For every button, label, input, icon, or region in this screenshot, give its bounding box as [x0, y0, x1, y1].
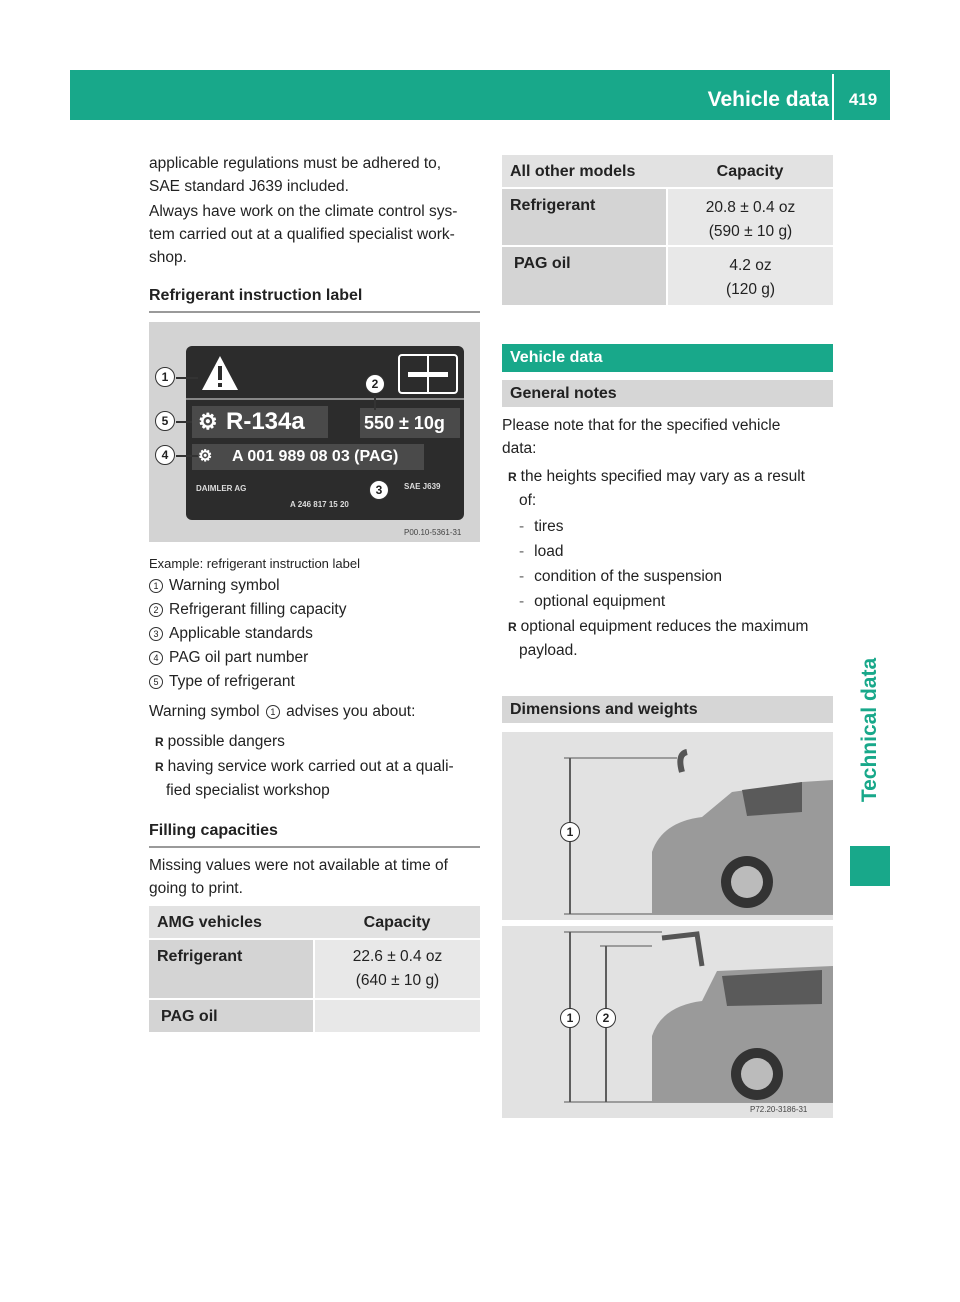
dimension-callout-2: 2 [596, 1008, 616, 1028]
intro-paragraph-2 [149, 200, 484, 269]
service-book-icon [398, 354, 458, 394]
header-divider [832, 74, 834, 120]
value-line: 22.6 ± 0.4 oz [352, 948, 443, 965]
bullet-item: R the heights specified may vary as a result [508, 468, 805, 485]
legend-text: Warning symbol [169, 577, 280, 594]
section-bar-general-notes [502, 380, 833, 407]
table-cell-value [668, 247, 833, 305]
table-cell-value [668, 189, 833, 245]
other-models-capacity-table [502, 155, 833, 305]
sub-item: - condition of the suspension [519, 568, 723, 585]
side-tab [850, 620, 890, 840]
intro-paragraph-1 [149, 152, 484, 198]
number-5-icon: 5 [149, 675, 163, 689]
label-plate [186, 346, 464, 520]
number-4-icon: 4 [149, 651, 163, 665]
general-notes-bullets [508, 465, 838, 662]
capacity-text: 550 ± 10g [364, 413, 445, 433]
section-bar-title: Dimensions and weights [510, 701, 698, 718]
legend-item [149, 670, 479, 693]
section-heading-filling: Filling capacities [149, 822, 278, 839]
sub-item: - load [519, 543, 564, 560]
table-cell-label [149, 940, 313, 998]
side-tab-marker [850, 846, 890, 886]
gear-icon: ⚙ [198, 409, 218, 434]
part-number-text: A 001 989 08 03 (PAG) [232, 448, 399, 465]
dimension-callout-1: 1 [560, 822, 580, 842]
text-line: SAE standard J639 included. [149, 178, 349, 195]
bullet-item: R optional equipment reduces the maximum [508, 618, 809, 635]
maker-text: DAIMLER AG [196, 484, 247, 493]
number-2-icon: 2 [149, 603, 163, 617]
text-line: applicable regulations must be adhered to, [149, 155, 442, 172]
value-line: 4.2 oz [729, 257, 772, 274]
callout-line [176, 455, 198, 457]
warning-triangle-icon [200, 354, 240, 392]
table-cell-label [149, 1000, 313, 1032]
bullet-continuation: payload. [519, 642, 578, 659]
callout-5: 5 [155, 411, 175, 431]
sub-item: - optional equipment [519, 593, 666, 610]
number-3-icon: 3 [149, 627, 163, 641]
bullet-continuation: fied specialist workshop [166, 782, 330, 799]
bullet-continuation: of: [519, 492, 537, 509]
legend-item [149, 574, 479, 597]
amg-capacity-table [149, 906, 480, 1032]
legend-text: Type of refrigerant [169, 673, 295, 690]
image-caption: Example: refrigerant instruction label [149, 556, 360, 571]
text-line: data: [502, 440, 537, 457]
text-line: Missing values were not available at time of [149, 857, 448, 874]
legend-item [149, 622, 479, 645]
number-1-icon: 1 [149, 579, 163, 593]
text-span: advises you about: [286, 703, 416, 720]
section-heading-label: Refrigerant instruction label [149, 287, 363, 304]
section-rule [149, 846, 480, 848]
row-label: PAG oil [514, 255, 571, 272]
warning-bullets [155, 730, 485, 802]
text-line: going to print. [149, 880, 243, 897]
text-line: shop. [149, 249, 187, 266]
standard-text: SAE J639 [404, 482, 441, 491]
estate-car-illustration [502, 926, 833, 1118]
callout-line [176, 377, 198, 379]
table-cell-label [502, 189, 666, 245]
image-ref-code: P00.10-5361-31 [404, 528, 462, 537]
legend-item [149, 646, 479, 669]
callout-2: 2 [365, 374, 385, 394]
sedan-dimension-image [502, 732, 833, 920]
warning-intro [149, 700, 415, 723]
value-line: (590 ± 10 g) [708, 223, 793, 240]
legend-text: PAG oil part number [169, 649, 309, 666]
number-1-icon: 1 [266, 705, 280, 719]
column-header: AMG vehicles [157, 914, 262, 931]
table-header-row [149, 906, 480, 938]
row-label: Refrigerant [157, 948, 243, 965]
table-cell-value [315, 940, 480, 998]
oil-can-icon: ⚙ [198, 448, 213, 465]
side-tab-label: Technical data [858, 657, 881, 803]
column-header: Capacity [363, 914, 431, 931]
legend-text: Applicable standards [169, 625, 313, 642]
bullet-item: R possible dangers [155, 733, 285, 750]
image-ref-code: P72.20-3186-31 [750, 1105, 808, 1114]
legend-text: Refrigerant filling capacity [169, 601, 347, 618]
section-bar-dimensions [502, 696, 833, 723]
legend-item [149, 598, 479, 621]
callout-4: 4 [155, 445, 175, 465]
value-line: 20.8 ± 0.4 oz [705, 199, 796, 216]
callout-1: 1 [155, 367, 175, 387]
legend-list [149, 574, 479, 693]
section-bar-title: General notes [510, 385, 617, 402]
sub-item: - tires [519, 518, 564, 535]
sedan-car-illustration [502, 732, 833, 920]
text-line: Always have work on the climate control sys- [149, 203, 458, 220]
missing-values-note [149, 854, 484, 900]
label-divider [186, 398, 464, 400]
value-line: (640 ± 10 g) [355, 972, 440, 989]
refrigerant-type-text: R-134a [226, 408, 305, 435]
text-span: Warning symbol [149, 703, 260, 720]
header-title: Vehicle data [707, 88, 829, 111]
page-number: 419 [848, 90, 878, 109]
general-notes-intro [502, 414, 837, 460]
table-header-row [502, 155, 833, 187]
bullet-item: R having service work carried out at a quali- [155, 758, 454, 775]
column-header: Capacity [716, 163, 784, 180]
table-cell-label [502, 247, 666, 305]
text-line: Please note that for the specified vehicle [502, 417, 781, 434]
section-bar-title: Vehicle data [510, 349, 603, 366]
section-bar-vehicle-data [502, 344, 833, 372]
callout-3: 3 [369, 480, 389, 500]
column-header: All other models [510, 163, 636, 180]
row-label: PAG oil [161, 1008, 218, 1025]
text-line: tem carried out at a qualified specialist work- [149, 226, 455, 243]
table-cell-value [315, 1000, 480, 1032]
dimension-callout-1: 1 [560, 1008, 580, 1028]
value-line: (120 g) [725, 281, 776, 298]
callout-line [374, 396, 376, 410]
section-rule [149, 311, 480, 313]
callout-line [176, 421, 192, 423]
label-code-text: A 246 817 15 20 [290, 500, 349, 509]
estate-dimension-image [502, 926, 833, 1118]
row-label: Refrigerant [510, 197, 596, 214]
